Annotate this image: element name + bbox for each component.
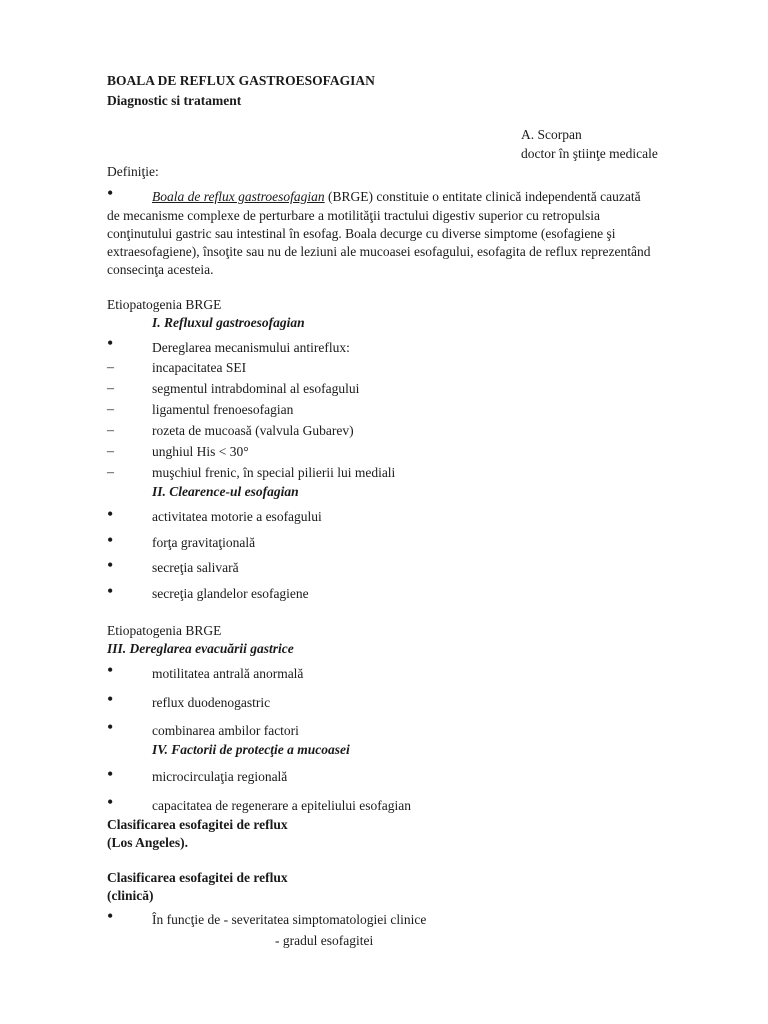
sub-list-item: incapacitatea SEI <box>152 360 247 375</box>
bullet-icon: • <box>107 906 114 926</box>
list-item: motilitatea antrală anormală <box>152 666 304 681</box>
bullet-icon: • <box>107 333 114 353</box>
bullet-icon: • <box>107 660 114 680</box>
list-item: forţa gravitaţională <box>152 535 256 550</box>
definition-label: Definiţie: <box>107 164 159 179</box>
section-heading: III. Dereglarea evacuării gastrice <box>107 641 294 656</box>
section-heading: II. Clearence-ul esofagian <box>152 484 299 499</box>
bullet-icon: • <box>107 689 114 709</box>
classification-heading: Clasificarea esofagitei de reflux <box>107 870 288 885</box>
sub-list-item: segmentul intrabdominal al esofagului <box>152 381 360 396</box>
sub-list-item: rozeta de mucoasă (valvula Gubarev) <box>152 423 354 438</box>
list-item: Dereglarea mecanismului antireflux: <box>152 340 350 355</box>
section-label: Etiopatogenia BRGE <box>107 297 222 312</box>
classification-subheading: (clinică) <box>107 888 154 903</box>
definition-line-1-rest: (BRGE) constituie o entitate clinică independentă cauzată <box>324 189 641 204</box>
list-item: capacitatea de regenerare a epiteliului esofagian <box>152 798 411 813</box>
definition-line-4: extraesofagiene), însoţite sau nu de leziuni ale mucoasei esofagului, esofagita de reflux reprezentând <box>107 244 651 259</box>
definition-line-2: de mecanisme complexe de perturbare a motilităţii tractului digestiv superior cu retropulsia <box>107 208 600 223</box>
dash-icon: – <box>107 465 114 480</box>
list-item: microcirculaţia regională <box>152 769 288 784</box>
section-label: Etiopatogenia BRGE <box>107 623 222 638</box>
document-title: BOALA DE REFLUX GASTROESOFAGIAN <box>107 73 375 88</box>
document-subtitle: Diagnostic si tratament <box>107 93 242 108</box>
bullet-icon: • <box>107 581 114 601</box>
bullet-icon: • <box>107 530 114 550</box>
definition-line-1 <box>152 188 641 206</box>
list-item: secreţia salivară <box>152 560 239 575</box>
bullet-icon: • <box>107 555 114 575</box>
dash-icon: – <box>107 423 114 438</box>
bullet-icon: • <box>107 504 114 524</box>
bullet-icon: • <box>107 183 114 203</box>
list-item: combinarea ambilor factori <box>152 723 299 738</box>
bullet-icon: • <box>107 717 114 737</box>
sub-list-item: muşchiul frenic, în special pilierii lui mediali <box>152 465 396 480</box>
dash-icon: – <box>107 360 114 375</box>
bullet-icon: • <box>107 764 114 784</box>
dash-icon: – <box>107 444 114 459</box>
list-item: secreţia glandelor esofagiene <box>152 586 309 601</box>
author-title: doctor în ştiinţe medicale <box>521 146 658 161</box>
bullet-icon: • <box>107 792 114 812</box>
dash-icon: – <box>107 381 114 396</box>
definition-term: Boala de reflux gastroesofagian <box>152 189 325 204</box>
section-heading: I. Refluxul gastroesofagian <box>152 315 305 330</box>
definition-line-3: conţinutului gastric sau intestinal în esofag. Boala decurge cu diverse simptome (esofagiene şi <box>107 226 616 241</box>
sub-list-item: unghiul His < 30° <box>152 444 249 459</box>
author-name: A. Scorpan <box>521 127 582 142</box>
section-heading: IV. Factorii de protecţie a mucoasei <box>152 742 350 757</box>
classification-subheading: (Los Angeles). <box>107 835 188 850</box>
classification-heading: Clasificarea esofagitei de reflux <box>107 817 288 832</box>
list-item: reflux duodenogastric <box>152 695 271 710</box>
list-item: În funcţie de - severitatea simptomatologiei clinice <box>152 912 427 927</box>
list-item-continuation: - gradul esofagitei <box>275 933 374 948</box>
definition-line-5: consecinţa acesteia. <box>107 262 214 277</box>
sub-list-item: ligamentul frenoesofagian <box>152 402 294 417</box>
list-item: activitatea motorie a esofagului <box>152 509 322 524</box>
dash-icon: – <box>107 402 114 417</box>
